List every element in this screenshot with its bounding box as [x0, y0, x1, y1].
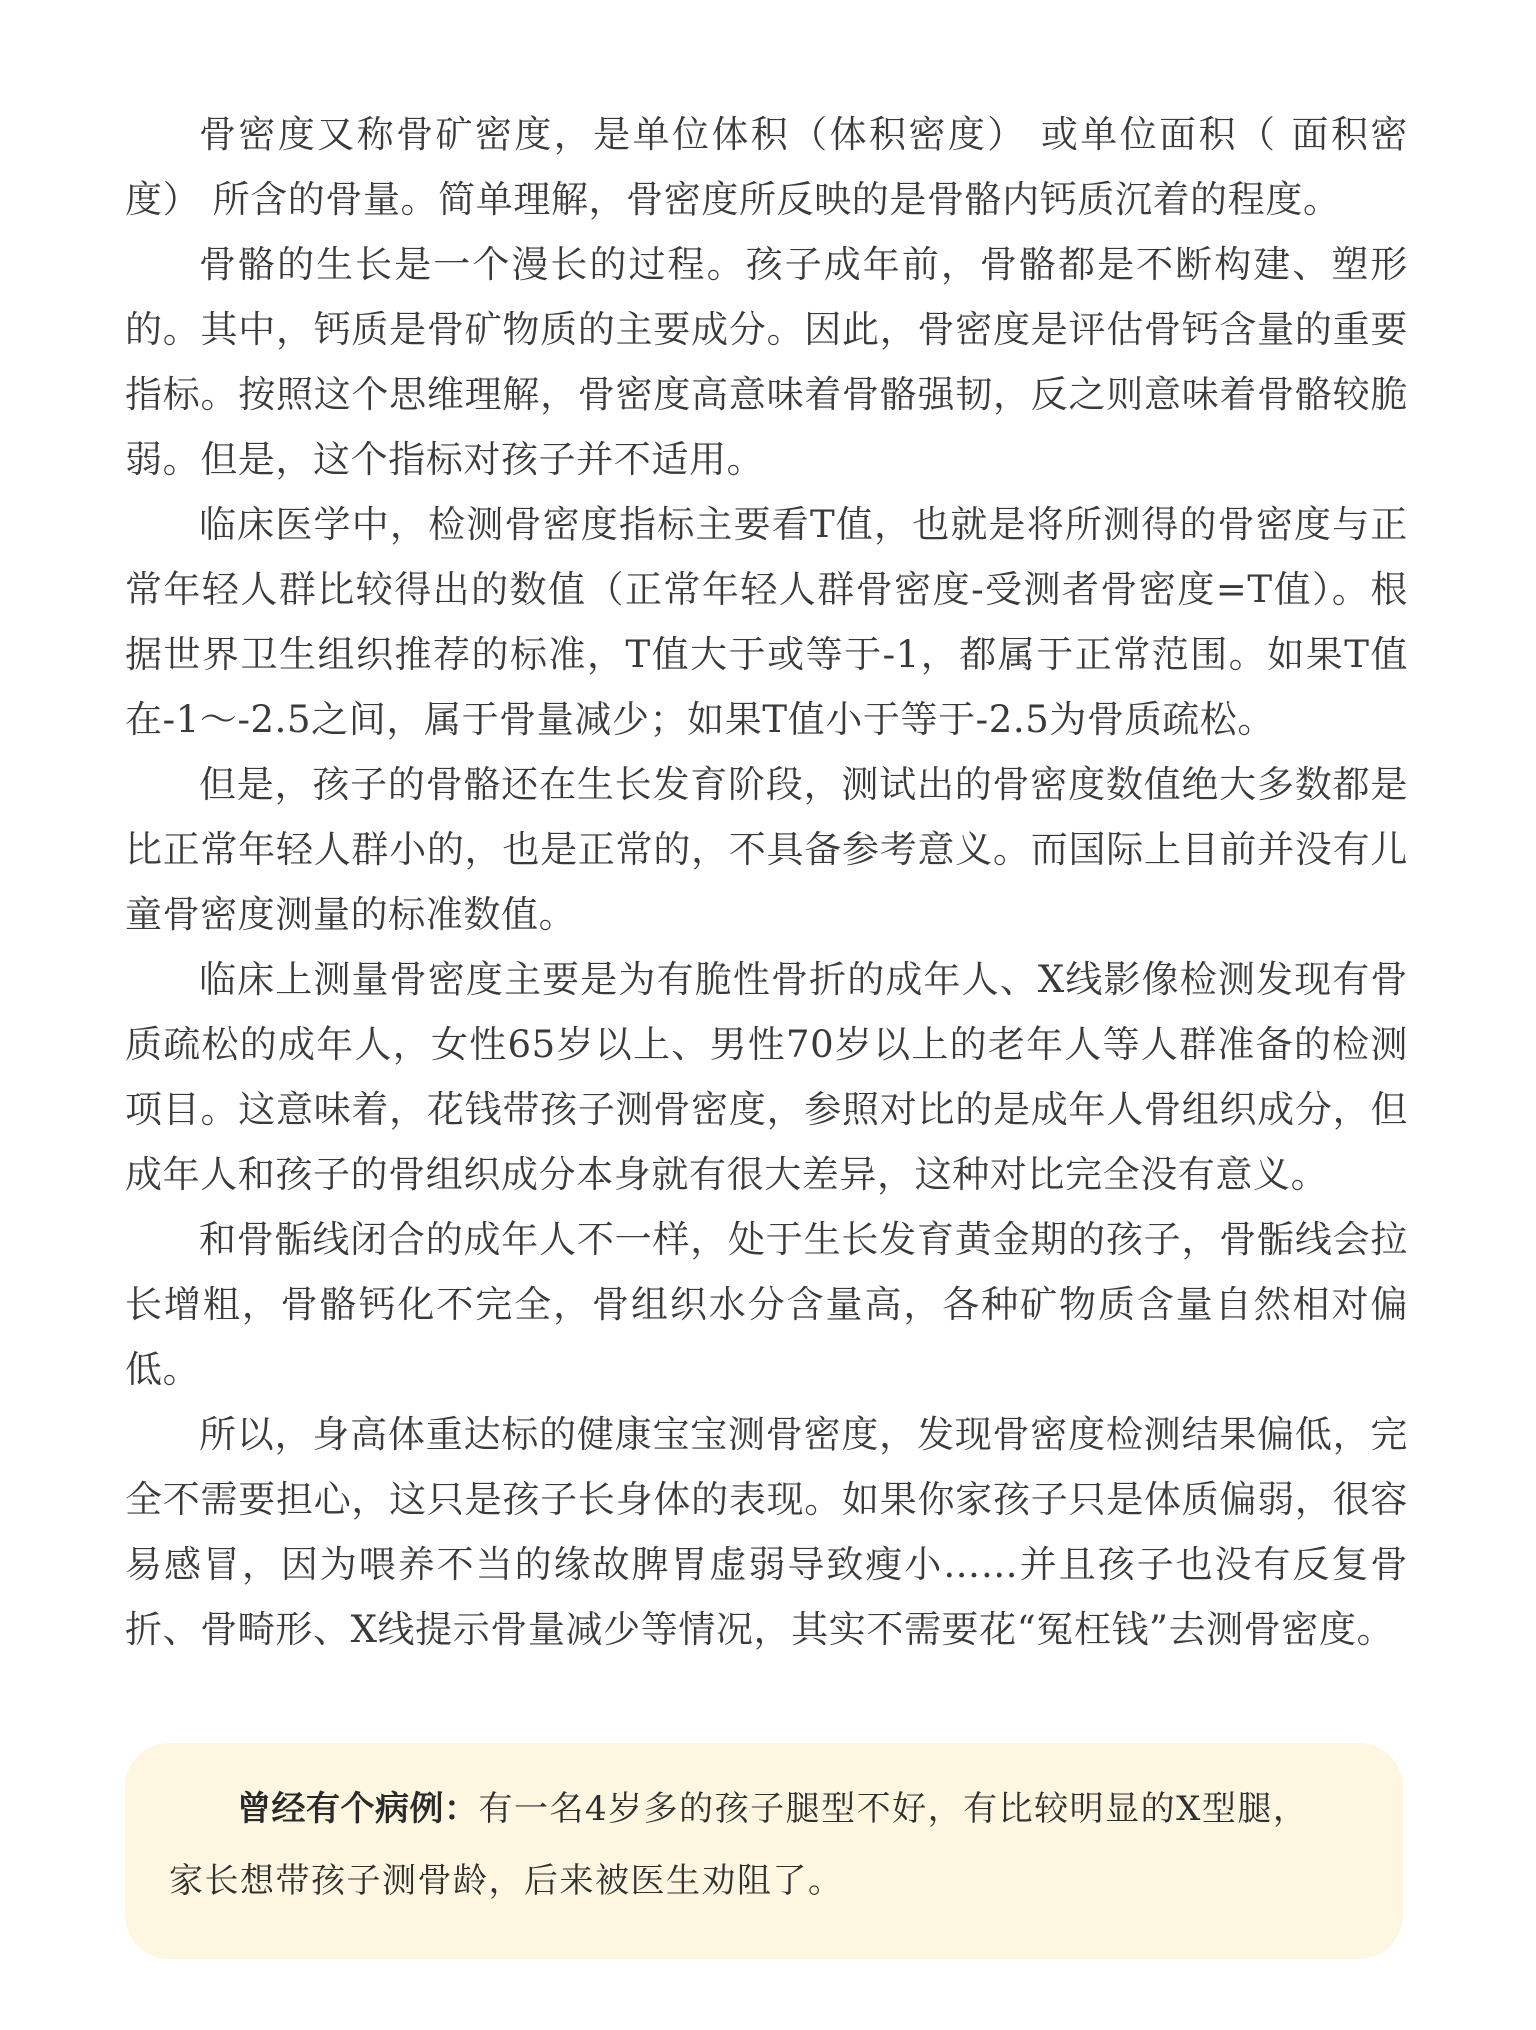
- paragraph-epiphyseal-line: 和骨骺线闭合的成年人不一样，处于生长发育黄金期的孩子，骨骺线会拉长增粗，骨骼钙化不完全，骨组织水分含量高，各种矿物质含量自然相对偏低。: [125, 1218, 1408, 1391]
- paragraph-bone-growth: 骨骼的生长是一个漫长的过程。孩子成年前，骨骼都是不断构建、塑形的。其中，钙质是骨矿物质的主要成分。因此，骨密度是评估骨钙含量的重要指标。按照这个思维理解，骨密度高意味着骨骼强韧，反之则意味着骨骼较脆弱。但是，这个指标对孩子并不适用。: [125, 243, 1408, 481]
- paragraph-t-score: 临床医学中，检测骨密度指标主要看T值，也就是将所测得的骨密度与正常年轻人群比较得出的数值（正常年轻人群骨密度-受测者骨密度=T值）。根据世界卫生组织推荐的标准，T值大于或等于-1，都属于正常范围。如果T值在-1～-2.5之间，属于骨量减少；如果T值小于等于-2.5为骨质疏松。: [125, 503, 1408, 741]
- paragraph-bone-density-definition: 骨密度又称骨矿密度，是单位体积（体积密度） 或单位面积（ 面积密度） 所含的骨量。简单理解，骨密度所反映的是骨骼内钙质沉着的程度。: [125, 113, 1408, 221]
- paragraph-children-values: 但是，孩子的骨骼还在生长发育阶段，测试出的骨密度数值绝大多数都是比正常年轻人群小的，也是正常的，不具备参考意义。而国际上目前并没有儿童骨密度测量的标准数值。: [125, 763, 1408, 936]
- paragraph-conclusion: 所以，身高体重达标的健康宝宝测骨密度，发现骨密度检测结果偏低，完全不需要担心，这只是孩子长身体的表现。如果你家孩子只是体质偏弱，很容易感冒，因为喂养不当的缘故脾胃虚弱导致瘦小……并且孩子也没有反复骨折、骨畸形、X线提示骨量减少等情况，其实不需要花“冤枉钱”去测骨密度。: [125, 1413, 1408, 1651]
- callout-label: 曾经有个病例：: [237, 1789, 479, 1829]
- paragraph-clinical-use: 临床上测量骨密度主要是为有脆性骨折的成年人、X线影像检测发现有骨质疏松的成年人，女性65岁以上、男性70岁以上的老年人等人群准备的检测项目。这意味着，花钱带孩子测骨密度，参照对比的是成年人骨组织成分，但成年人和孩子的骨组织成分本身就有很大差异，这种对比完全没有意义。: [125, 958, 1408, 1196]
- callout-body: 有一名4岁多的孩子腿型不好，有比较明显的X型腿，家长想带孩子测骨龄，后来被医生劝阻了。: [169, 1789, 1309, 1901]
- case-example-callout: [125, 1743, 1403, 1959]
- callout-paragraph: [169, 1773, 1313, 1917]
- article-body: [125, 102, 1408, 1662]
